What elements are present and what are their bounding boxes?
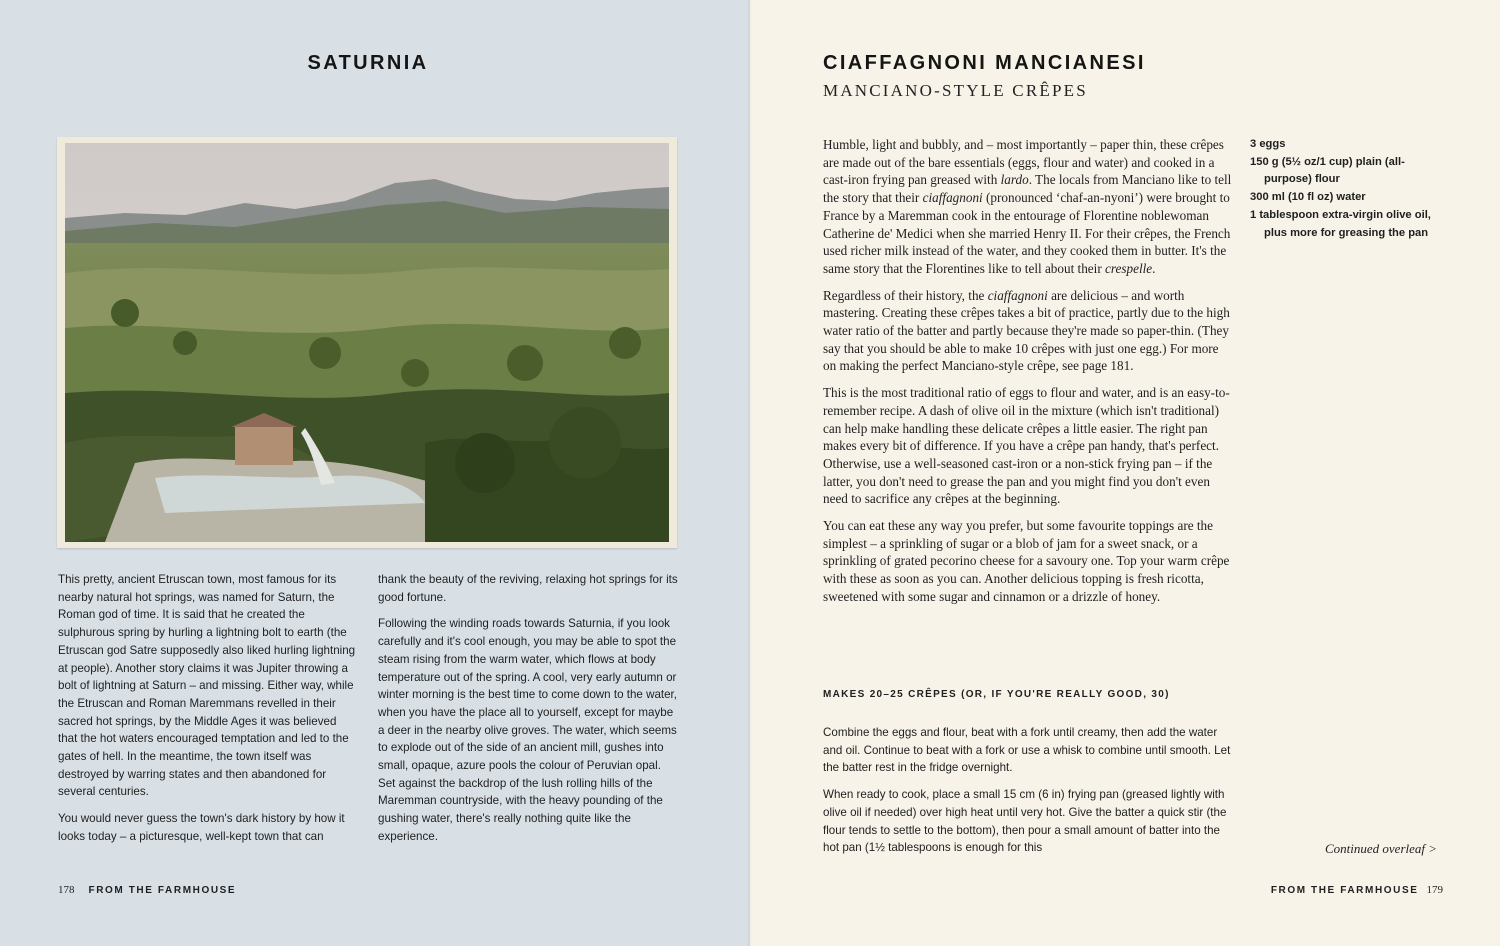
text-run: Regardless of their history, the	[823, 287, 988, 303]
photo-frame	[57, 137, 677, 548]
italic-term: crespelle	[1105, 260, 1153, 276]
text-run: Humble, light and bubbly, and – most importantly – paper thin, these crêpes are made out of the bare essentials (eggs, flour and water) and cooked in a cast-iron frying pan greased with	[823, 137, 1224, 188]
italic-term: lardo	[1000, 172, 1029, 188]
left-column-2	[378, 571, 678, 855]
page-number: 178	[58, 884, 75, 896]
left-column-1	[58, 571, 358, 855]
continued-note: Continued overleaf >	[1325, 841, 1438, 856]
text-run: are delicious – and worth mastering. Creating these crêpes takes a bit of practice, partly due to the high water ratio of the batter and partly because they're made so paper-thin. (They say that you should be able to make 10 crêpes with just one egg.) For more on making the perfect Manciano-style crêpe, see page 181.	[823, 287, 1230, 374]
page-title: SATURNIA	[307, 52, 429, 74]
paragraph: You can eat these any way you prefer, but some favourite toppings are the simplest – a sprinkling of sugar or a blob of jam for a sweet snack, or a sprinkling of grated pecorino cheese for a savoury one. Top your warm crêpe with these as soon as you can. Another delicious topping is fresh ricotta, sweetened with some sugar and cinnamon or a drizzle of honey.	[823, 518, 1230, 604]
section-name: FROM THE FARMHOUSE	[88, 885, 237, 896]
method-steps	[823, 724, 1233, 866]
landscape-photo	[65, 143, 669, 542]
left-folio	[58, 884, 236, 896]
paragraph: thank the beauty of the reviving, relaxing hot springs for its good fortune.	[378, 573, 678, 604]
text-run: (pronounced ‘chaf-an-nyoni’) were brought to France by a Maremman cook in the entourage of Florentine noblewoman Catherine de' Medici when she married Henry II. For their crêpes, the French used richer milk instead of the water, and they cooked them in butter. It's the same story that the Florentines like to tell about their	[823, 190, 1231, 276]
section-name: FROM THE FARMHOUSE	[1270, 885, 1419, 896]
paragraph: Following the winding roads towards Saturnia, if you look carefully and it's cool enough, you may be able to spot the steam rising from the warm water, which flows at body temperature out of the spring. A cool, very early autumn or winter morning is the best time to come down to the water, when you have the place all to yourself, except for maybe a deer in the nearby olive groves. The water, which seems to explode out of the side of an ancient mill, gushes into small, opaque, azure pools the colour of Peruvian opal. Set against the backdrop of the lush rolling hills of the Maremman countryside, with the heavy pounding of the gushing water, there's really nothing quite like the experience.	[378, 617, 678, 843]
ingredient-item: 3 eggs	[1250, 138, 1286, 150]
method-step: When ready to cook, place a small 15 cm (6 in) frying pan (greased lightly with olive oil if needed) over high heat until very hot. Give the batter a quick stir (the flour tends to settle to the bottom), then pour a small amount of batter into the hot pan (1½ tablespoons is enough for this	[823, 788, 1227, 855]
paragraph: You would never guess the town's dark history by how it looks today – a picturesque, well-kept town that can	[58, 812, 345, 843]
italic-term: ciaffagnoni	[987, 287, 1048, 303]
ingredients-list	[1250, 136, 1450, 242]
italic-term: ciaffagnoni	[922, 190, 983, 206]
right-folio	[1271, 884, 1443, 896]
recipe-title: CIAFFAGNONI MANCIANESI	[823, 52, 1146, 74]
ingredient-item: 1 tablespoon extra-virgin olive oil, plus more for greasing the pan	[1250, 208, 1431, 239]
text-run: . The locals from Manciano like to tell the story that their	[823, 172, 1232, 206]
ingredient-item: 150 g (5½ oz/1 cup) plain (all-purpose) flour	[1250, 155, 1405, 186]
page-number: 179	[1426, 884, 1443, 896]
ingredient-item: 300 ml (10 fl oz) water	[1250, 191, 1366, 204]
paragraph: This pretty, ancient Etruscan town, most famous for its nearby natural hot springs, was named for Saturn, the Roman god of time. It is said that he created the sulphurous spring by hurling a lightning bolt to earth (the Etruscan god Satre supposedly also liked hurling lightning at people). Another story claims it was Jupiter throwing a bolt of lightning at Saturn – and missing. Either way, while the Etruscan and Roman Maremmans revelled in their sacred hot springs, by the Middle Ages it was believed that the hot waters encouraged temptation and led to the gates of hell. In the meantime, the town itself was destroyed by warring states and then abandoned for several centuries.	[58, 573, 356, 799]
paragraph	[823, 136, 1233, 278]
yield-label: MAKES 20–25 CRÊPES (OR, IF YOU'RE REALLY GOOD, 30)	[823, 689, 1170, 700]
book-gutter	[748, 0, 752, 946]
right-page	[750, 0, 1500, 946]
recipe-introduction	[823, 136, 1233, 615]
recipe-subtitle: MANCIANO-STYLE CRÊPES	[823, 81, 1088, 100]
paragraph: This is the most traditional ratio of eggs to flour and water, and is an easy-to-remember recipe. A dash of olive oil in the mixture (which isn't traditional) can help make handling these delicate crêpes a little easier. The right pan makes every bit of difference. If you have a crêpe pan handy, that's perfect. Otherwise, use a well-seasoned cast-iron or a non-stick frying pan – if the latter, you don't need to grease the pan and you might find you don't even need to sacrifice any crêpes at the beginning.	[823, 385, 1230, 507]
text-run: .	[1152, 260, 1156, 276]
paragraph	[823, 287, 1233, 376]
method-step: Combine the eggs and flour, beat with a fork until creamy, then add the water and oil. Continue to beat with a fork or use a whisk to combine until smooth. Let the batter rest in the fridge overnight.	[823, 726, 1231, 775]
saturnia-hot-springs-image	[65, 143, 669, 542]
